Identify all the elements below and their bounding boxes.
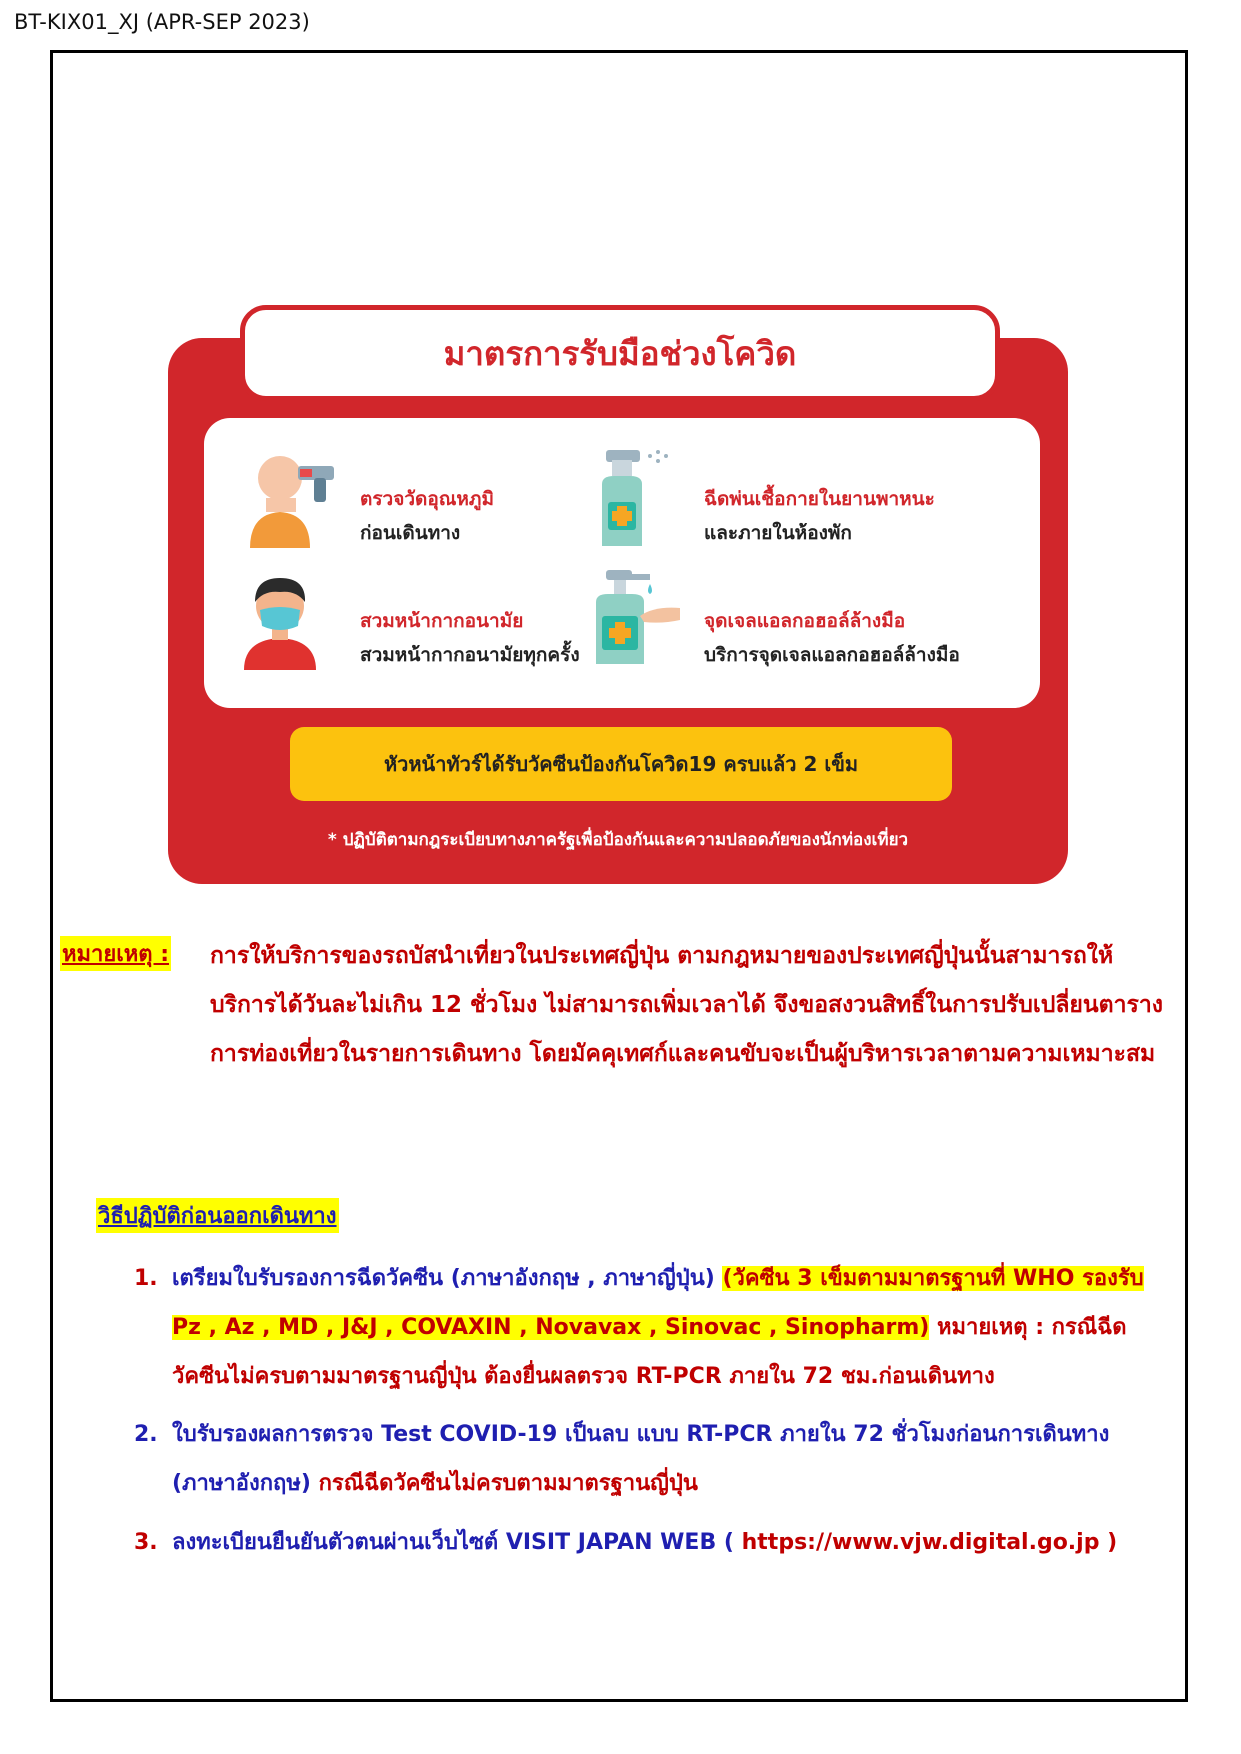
remark-label: หมายเหตุ : xyxy=(60,936,171,971)
step-number: 2. xyxy=(134,1422,158,1447)
measures-panel xyxy=(204,418,1040,708)
step-1-text: เตรียมใบรับรองการฉีดวัคซีน (ภาษาอังกฤษ , ภาษาญี่ปุ่น) xyxy=(172,1266,715,1291)
face-mask-icon xyxy=(240,570,340,670)
step-2-note: กรณีฉีดวัคซีนไม่ครบตามมาตรฐานญี่ปุ่น xyxy=(318,1471,698,1496)
measure-sanitizer-desc: บริการจุดเจลแอลกอฮอล์ล้างมือ xyxy=(704,644,960,666)
remark-text: การให้บริการของรถบัสนำเที่ยวในประเทศญี่ปุ่น ตามกฎหมายของประเทศญี่ปุ่นนั้นสามารถให้บริการได้วันละไม่เกิน 12 ชั่วโมง ไม่สามารถเพิ่มเวลาได้ จึงขอสงวนสิทธิ์ในการปรับเปลี่ยนตารางการท่องเที่ยวในรายการเดินทาง โดยมัคคุเทศก์และคนขับจะเป็นผู้บริหารเวลาตามความเหมาะสม xyxy=(210,943,1163,1067)
step-3-close: ) xyxy=(1107,1530,1118,1555)
step-number: 1. xyxy=(134,1266,158,1291)
step-1-note: หมายเหตุ : กรณีฉีดวัคซีนไม่ครบตามมาตรฐานญี่ปุ่น ต้องยื่นผลตรวจ RT-PCR ภายใน 72 ชม.ก่อนเดินทาง xyxy=(172,1315,1127,1389)
hand-sanitizer-icon xyxy=(584,570,684,670)
measure-sanitizer-title: จุดเจลแอลกอฮอล์ล้างมือ xyxy=(704,610,906,632)
spray-bottle-icon xyxy=(584,448,684,548)
measure-disinfection-title: ฉีดพ่นเชื้อกายในยานพาหนะ xyxy=(704,488,935,510)
covid-footnote: * ปฏิบัติตามกฎระเบียบทางภาครัฐเพื่อป้องกันและความปลอดภัยของนักท่องเที่ยว xyxy=(327,830,909,850)
step-3-text: ลงทะเบียนยืนยันตัวตนผ่านเว็บไซต์ VISIT JAPAN WEB ( xyxy=(172,1530,734,1555)
step-number: 3. xyxy=(134,1530,158,1555)
procedure-step-3 xyxy=(134,1518,1144,1567)
covid-title: มาตรการรับมือช่วงโควิด xyxy=(443,333,797,373)
procedure-step-2 xyxy=(134,1410,1144,1508)
procedure-step-1 xyxy=(134,1254,1144,1401)
measure-disinfection-desc: และภายในห้องพัก xyxy=(704,522,852,544)
document-code: BT-KIX01_XJ (APR-SEP 2023) xyxy=(14,10,310,34)
measure-temperature-desc: ก่อนเดินทาง xyxy=(360,522,461,544)
vjw-link[interactable]: https://www.vjw.digital.go.jp xyxy=(741,1530,1100,1555)
measure-temperature-title: ตรวจวัดอุณหภูมิ xyxy=(360,488,494,510)
thermometer-check-icon xyxy=(240,448,340,548)
procedure-heading: วิธีปฏิบัติก่อนออกเดินทาง xyxy=(96,1198,339,1233)
covid-title-box xyxy=(240,305,1000,401)
measure-mask-desc: สวมหน้ากากอนามัยทุกครั้ง xyxy=(360,644,580,666)
vaccine-banner: หัวหน้าทัวร์ได้รับวัคซีนป้องกันโควิด19 ครบแล้ว 2 เข็ม xyxy=(290,727,952,801)
step-1-highlight: (วัคซีน 3 เข็มตามมาตรฐานที่ WHO รองรับ Pz , Az , MD , J&J , COVAXIN , Novavax , Sinovac , Sinopharm) xyxy=(172,1266,1144,1340)
step-2-text: ใบรับรองผลการตรวจ Test COVID-19 เป็นลบ แบบ RT-PCR ภายใน 72 ชั่วโมงก่อนการเดินทาง (ภาษาอังกฤษ) xyxy=(172,1422,1110,1496)
measure-mask-title: สวมหน้ากากอนามัย xyxy=(360,610,524,632)
